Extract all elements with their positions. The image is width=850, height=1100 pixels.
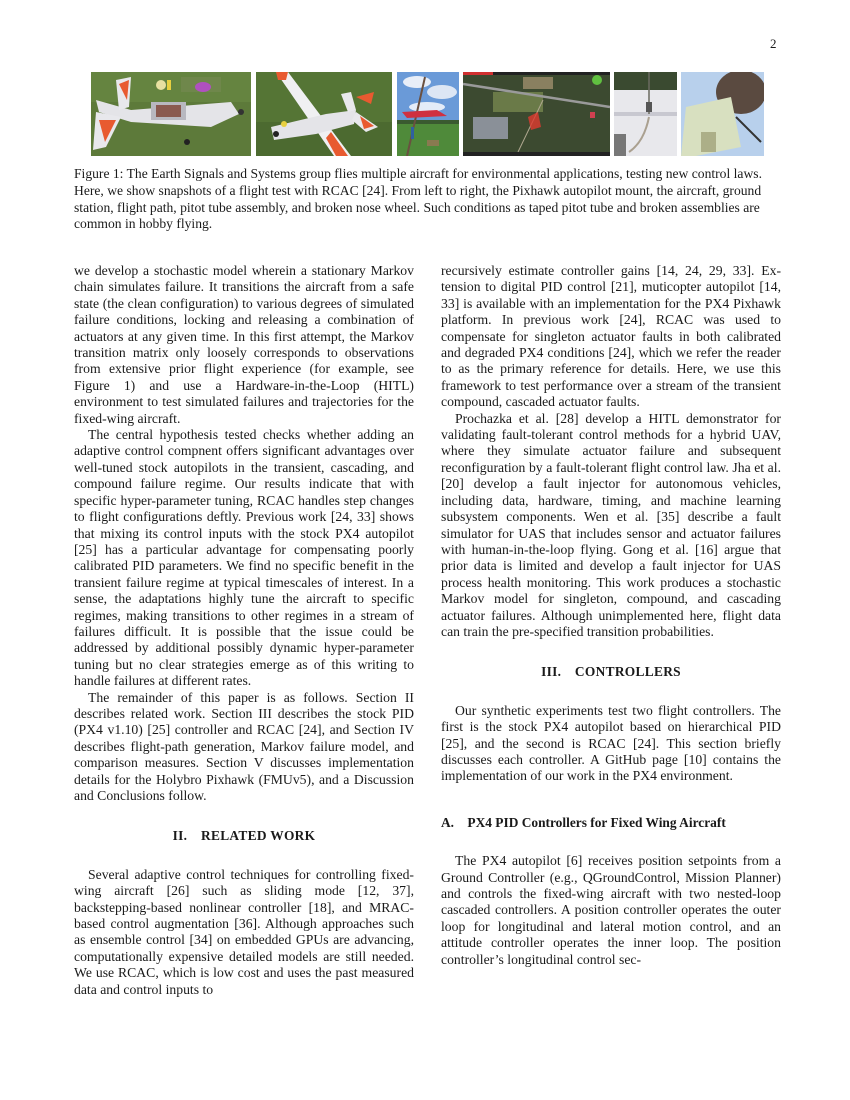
figure-image-pixhawk-mount <box>91 72 251 156</box>
figure-image-flight-path <box>463 72 610 156</box>
right-column <box>441 263 781 968</box>
figure-1-caption: Figure 1: The Earth Signals and Systems group flies multiple aircraft for environmental applications, testing new control laws. Here, we show snapshots of a flight test with RCAC [24]. From left to right, the Pixhawk autopilot mount, the aircraft, ground station, flight path, pitot tube assembly, and broken nose wheel. Such conditions as taped pitot tube and broken assemblies are common in hobby flying. <box>74 166 762 232</box>
paragraph-related-work: Several adaptive control techniques for controlling fixed-wing aircraft [26] such as sliding mode [12, 37], backstepping-based nonlinear controller [18], and MRAC-based control augmentation [36]. Although approaches such as ensemble control [34] on embedded GPUs are advancing, computationally expensive detailed models are still needed. We use RCAC, which is low cost and uses the past measured data and control inputs to <box>74 866 414 997</box>
paragraph-controllers-intro: Our synthetic experiments test two flight controllers. The first is the stock PX4 autopilot based on hierarchical PID [25], and the second is RCAC [24]. This section briefly discusses each controller. A GitHub page [10] contains the implementation of our work in the PX4 environment. <box>441 702 781 784</box>
paragraph-paper-outline: The remainder of this paper is as follows. Section II describes related work. Section III describes the stock PID (PX4 v1.10) [25] controller and RCAC [24], and Section IV describes flight-path generation, Markov failure model, and comparison measures. Section V discusses implementation details for the Holybro Pixhawk (FMUv5), and a Discussion and Conclusions follow. <box>74 689 414 803</box>
paragraph-central-hypothesis: The central hypothesis tested checks whether adding an adaptive control compnent offers significant advantages over well-tuned stock autopilots in the transient, cascading, and compound failure regime. Our results indicate that with specific hyper-parameter tuning, RCAC handles step changes to flight configurations deftly. Previous work [24, 33] shows that mixing its control inputs with the stock PX4 autopilot [25] has a particular advantage for compensating poorly calibrated PID parameters. We find no specific benefit in the transient failure regime at typical timescales of interest. In a sense, the adaptations highly tune the aircraft to specific regimes, making transitions to other regimes in a stream of failures difficult. It is possible that the issue could be addressed by additional possibly dynamic hyper-parameter tuning but no clear strategies emerge as of this writing to handle failures at different rates. <box>74 427 414 689</box>
paragraph-fault-injection-related: Prochazka et al. [28] develop a HITL demonstrator for validating fault-tolerant control methods for a hybrid UAV, where they simulate actuator failure and subsequent reconfiguration by a fault-tolerant flight control law. Jha et al. [20] develop a fault injector for autonomous vehicles, including data, hardware, timing, and machine learning subsystem components. Wen et al. [35] describe a fault simulator for UAS that includes sensor and actuator failures with human-in-the-loop flying. Gong et al. [16] argue that prior data is limited and develop a fault injector for UAS process health monitoring. This work produces a stochastic Markov model for singleton, compound, and cascading actuator failures. Although unimplemented here, flight data can train the pre-specified transition probabilities. <box>441 410 781 639</box>
left-column <box>74 263 414 998</box>
paragraph-rcac-continuation: recursively estimate controller gains [14, 24, 29, 33]. Extension to digital PID control [21], muticopter autopilot [14, 33] is available with an implementation for the PX4 Pixhawk platform. In previous work [24], RCAC was used to compensate for singleton actuator faults in both calibrated and degraded PX4 conditions [24], which we refer the reader to as the primary reference for details. Here, we use this framework to test performance over a stream of the transient compound, cascaded actuator faults. <box>441 263 781 410</box>
section-heading-controllers: III. CONTROLLERS <box>541 664 681 680</box>
figure-image-aircraft <box>256 72 392 156</box>
paragraph-px4-autopilot: The PX4 autopilot [6] receives position setpoints from a Ground Controller (e.g., QGroundControl, Mission Planner) and controls the fixed-wing aircraft with two nested-loop cascaded controllers. A position controller operates the outer loop for longitudinal and lateral motion control, and an attitude controller operates the inner loop. The position controller’s longitudinal control sec- <box>441 853 781 967</box>
paragraph-intro-continuation: we develop a stochastic model wherein a stationary Markov chain simulates failure. It transitions the aircraft from a safe state (the clean configuration) to various degrees of simulated failure conditions, locking and releasing a combination of actuators at any given time. In this first attempt, the Markov transition matrix only loosely corresponds to observations from extensive prior flight experience (for example, see Figure 1) and use a Hardware-in-the-Loop (HITL) environment to test simulated failures and trajectories for the fixed-wing aircraft. <box>74 263 414 426</box>
subsection-heading-px4-pid: A. PX4 PID Controllers for Fixed Wing Aircraft <box>441 814 726 830</box>
figure-image-ground-station <box>397 72 459 156</box>
section-heading-related-work: II. RELATED WORK <box>172 828 316 844</box>
figure-image-broken-nose-wheel <box>681 72 764 156</box>
page-number: 2 <box>770 36 777 51</box>
figure-image-pitot-tube <box>614 72 677 156</box>
